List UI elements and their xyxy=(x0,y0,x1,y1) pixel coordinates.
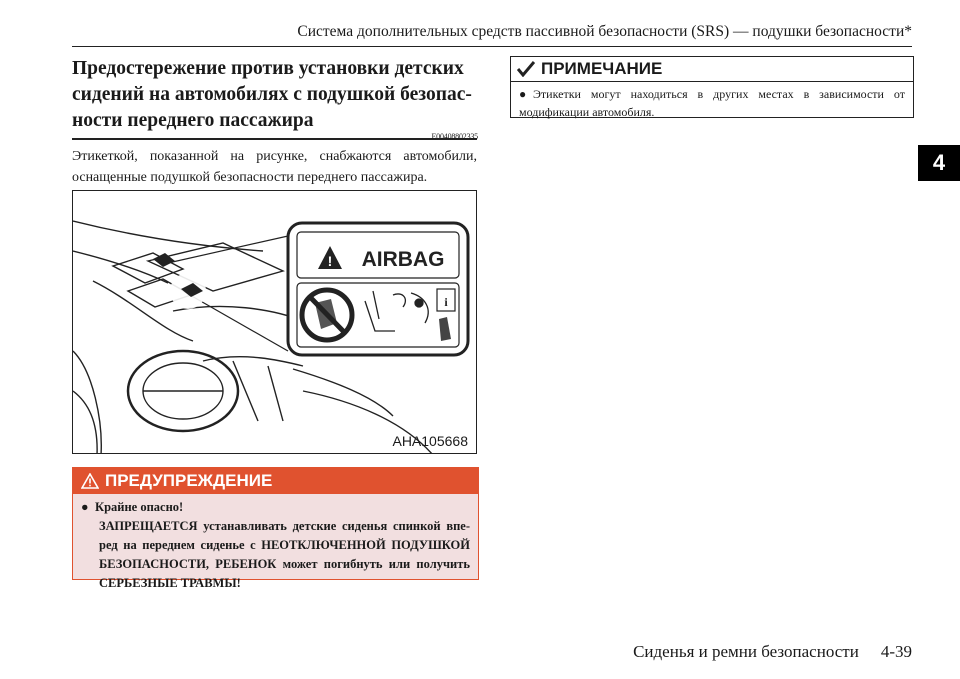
figure-caption: AHA105668 xyxy=(392,433,468,449)
warning-box xyxy=(72,467,479,590)
checkmark-icon xyxy=(517,61,535,77)
note-heading: ПРИМЕЧАНИЕ xyxy=(541,59,663,78)
page-header: Система дополнительных средств пассивной безопасности (SRS) — подушки безопасности* xyxy=(72,18,912,47)
no-child-seat-icon xyxy=(302,290,352,340)
section-paragraph: Этикеткой, показанной на рисунке, снабжаются автомобили, оснащенные подушкой безопасности переднего пассажира. xyxy=(72,149,477,185)
warning-heading: ПРЕДУПРЕЖДЕНИЕ xyxy=(105,471,273,490)
page-footer xyxy=(600,642,912,662)
note-header xyxy=(511,57,913,82)
page-number: 4-39 xyxy=(880,642,912,661)
airbag-label-figure xyxy=(72,190,477,454)
warning-icon xyxy=(81,473,99,489)
dashboard-illustration xyxy=(73,191,477,454)
warning-text: ЗАПРЕЩАЕТСЯ устанавливать детские сиденья спинкой вперед на переднем сиденье с НЕОТКЛЮЧЕННОЙ ПОДУШКОЙ БЕЗОПАСНОСТИ, РЕБЕНОК может погибнуть или получить СЕРЬЕЗНЫЕ ТРАВМЫ! xyxy=(99,519,470,590)
section-title: Предостережение против установки детских сидений на автомобилях с подушкой безопасности переднего пассажира xyxy=(72,56,477,140)
chapter-tab[interactable]: 4 xyxy=(918,145,960,181)
bullet-icon: ● xyxy=(81,500,89,514)
svg-text:i: i xyxy=(444,295,448,309)
airbag-label-text: AIRBAG xyxy=(361,248,445,271)
svg-text:!: ! xyxy=(327,253,333,269)
bullet-icon: ● xyxy=(519,87,527,101)
section-code: E00408802335 xyxy=(431,132,478,141)
warning-lead: Крайне опасно! xyxy=(95,500,184,514)
note-box xyxy=(510,56,914,118)
note-text: Этикетки могут находиться в других местах в зависимости от модификации автомобиля. xyxy=(519,87,905,119)
label-markers xyxy=(153,253,206,309)
footer-chapter: Сиденья и ремни безопасности xyxy=(633,642,859,661)
warning-header xyxy=(73,468,478,494)
